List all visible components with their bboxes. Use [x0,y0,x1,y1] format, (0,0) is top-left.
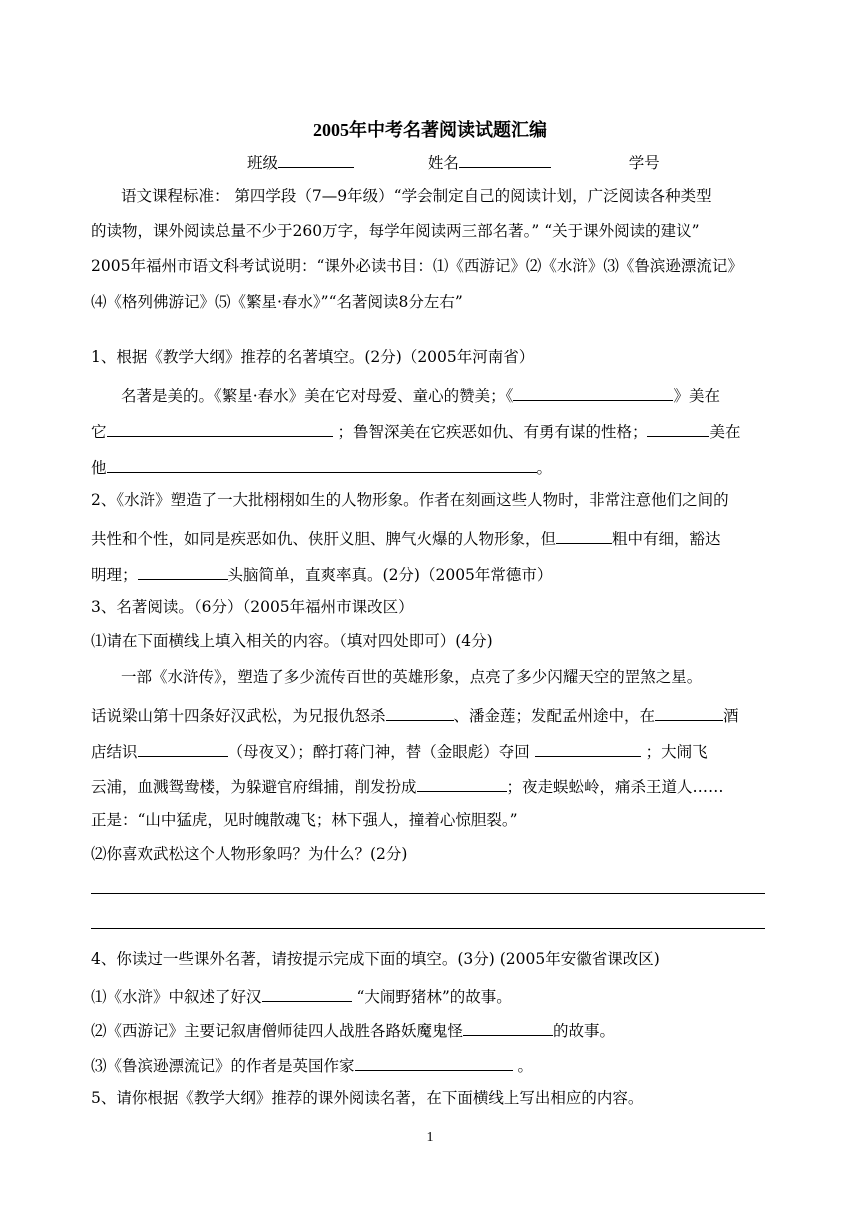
q1-line-1 [121,383,801,406]
q4-blank-3[interactable] [355,1053,513,1071]
q3-answer-line-2[interactable] [91,928,765,929]
q3-para-line-5: 正是：“山中猛虎，见时魄散魂飞；林下强人，撞着心惊胆裂。” [91,811,518,829]
q4-line-3 [91,1053,771,1076]
q3-text: 云浦，血溅鸳鸯楼，为躲避官府缉捕，削发扮成 [91,778,417,796]
q4-text: ⑴《水浒》中叙述了好汉 [91,988,262,1006]
q2-blank-1[interactable] [556,526,612,544]
q3-sub-2: ⑵你喜欢武松这个人物形象吗？为什么？(2分) [91,845,408,863]
q1-line-3 [91,455,771,478]
q4-line-1 [91,984,771,1007]
q1-blank-trait[interactable] [107,455,537,473]
class-blank[interactable] [278,150,354,168]
q2-line-2 [91,526,771,549]
q4-text: “大闹野猪林”的故事。 [356,988,512,1006]
q2-line-1: 2、《水浒》塑造了一大批栩栩如生的人物形象。作者在刻画这些人物时，非常注意他们之间的 [91,491,729,509]
q2-text: 明理； [91,566,138,584]
q3-para-line-2 [91,703,771,726]
q1-blank-beauty[interactable] [107,419,333,437]
q3-para-line-1: 一部《水浒传》，塑造了多少流传百世的英雄形象，点亮了多少闪耀天空的罡煞之星。 [121,668,703,686]
q1-blank-character[interactable] [647,419,709,437]
q3-text: ；大闹飞 [645,743,708,761]
q1-blank-book[interactable] [513,383,673,401]
student-info-line [247,150,747,173]
q3-text: 话说梁山第十四条好汉武松，为兄报仇怒杀 [91,707,386,725]
q3-text: 店结识 [91,743,138,761]
q2-blank-2[interactable] [138,562,228,580]
q4-text: 。 [517,1057,533,1075]
intro-line-2: 的读物，课外阅读总量不少于260万字，每学年阅读两三部名著。” “关于课外阅读的建议” [91,222,700,240]
class-label: 班级 [247,154,279,172]
q3-blank-4[interactable] [535,739,641,757]
q1-heading: 1、根据《教学大纲》推荐的名著填空。(2分)（2005年河南省） [91,348,535,366]
q3-text: ；夜走蜈蚣岭，痛杀王道人…… [506,778,724,796]
q3-text: 酒 [723,707,739,725]
page-number: 1 [426,1130,434,1145]
q2-line-3 [91,562,771,585]
q4-text: ⑵《西游记》主要记叙唐僧师徒四人战胜各路妖魔鬼怪 [91,1022,464,1040]
q4-blank-1[interactable] [262,984,352,1002]
q1-text: 美在 [709,423,741,441]
intro-line-1: 语文课程标准： 第四学段（7—9年级）“学会制定自己的阅读计划，广泛阅读各种类型 [121,187,712,205]
q3-para-line-3 [91,739,771,762]
q1-text: 他 [91,459,107,477]
intro-line-3: 2005年福州市语文科考试说明：“课外必读书目：⑴《西游记》⑵《水浒》⑶《鲁滨逊漂流记》 [91,257,743,275]
student-id-label: 学号 [628,154,660,172]
q2-text: 共性和个性，如同是疾恶如仇、侠肝义胆、脾气火爆的人物形象，但 [91,530,557,548]
q2-text: 头脑简单，直爽率真。(2分)（2005年常德市） [227,566,553,584]
q1-text: ；鲁智深美在它疾恶如仇、有勇有谋的性格； [337,423,648,441]
q3-para-line-4 [91,774,771,797]
q4-blank-2[interactable] [463,1018,553,1036]
q3-blank-1[interactable] [386,703,454,721]
q5-heading: 5、请你根据《教学大纲》推荐的课外阅读名著，在下面横线上写出相应的内容。 [91,1089,644,1107]
q3-text: 、潘金莲；发配孟州途中，在 [453,707,656,725]
name-blank[interactable] [459,150,551,168]
q1-text: 》美在 [673,387,720,405]
q3-blank-5[interactable] [417,774,507,792]
q3-sub-1: ⑴请在下面横线上填入相关的内容。（填对四处即可）(4分) [91,632,493,650]
q4-heading: 4、你读过一些课外名著，请按提示完成下面的填空。(3分) (2005年安徽省课改区) [91,950,660,968]
q3-blank-2[interactable] [655,703,723,721]
q3-heading: 3、名著阅读。（6分）（2005年福州市课改区） [91,598,414,616]
name-label: 姓名 [427,154,459,172]
q4-text: ⑶《鲁滨逊漂流记》的作者是英国作家 [91,1057,355,1075]
q4-text: 的故事。 [553,1022,616,1040]
document-title: 2005年中考名著阅读试题汇编 [313,120,547,140]
q1-text: 它 [91,423,107,441]
q3-text: （母夜叉）；醉打蒋门神，替（金眼彪）夺回 [227,743,530,761]
q3-answer-line-1[interactable] [91,893,765,894]
q1-text: 名著是美的。《繁星·春水》美在它对母爱、童心的赞美；《 [121,387,514,405]
q1-line-2 [91,419,771,442]
q1-text: 。 [536,459,553,477]
q3-blank-3[interactable] [138,739,228,757]
q4-line-2 [91,1018,771,1041]
q2-text: 粗中有细，豁达 [612,530,721,548]
intro-line-4: ⑷《格列佛游记》⑸《繁星·春水》”“名著阅读8分左右” [91,293,463,311]
